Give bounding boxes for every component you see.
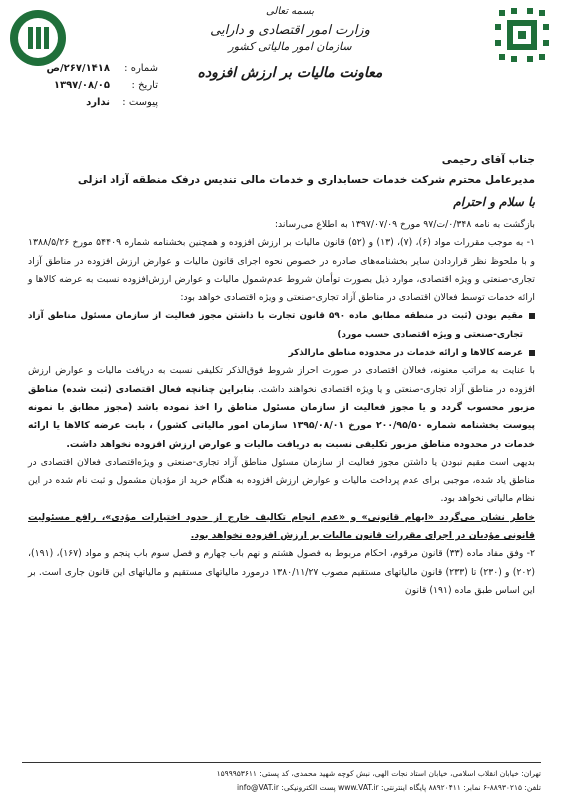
recipient-name: جناب آقای رحیمی [441, 154, 535, 166]
number-value: ۲۶۷/۱۴۱۸/ص [46, 63, 110, 74]
condition-residency: مقیم بودن (ثبت در منطقه مطابق ماده ۵۹۰ قانون تجارت با داشتن مجوز فعالیت از سازمان مسئول مناطق آزاد تجاری-صنعتی و ویژه اقتصادی حسب مورد) [28, 307, 535, 344]
reference-paragraph: بازگشت به نامه ۰/۳۴۸/ت/۹۷ مورخ ۱۳۹۷/۰۷/۰۹ به اطلاع می‌رساند: [274, 219, 535, 230]
date-value: ۱۳۹۷/۰۸/۰۵ [53, 80, 110, 91]
letter-meta [28, 60, 158, 111]
exception-paragraph: بدیهی است مقیم نبودن یا داشتن مجوز فعالیت از سازمان مسئول مناطق آزاد تجاری-صنعتی و ویژه‌اقتصادی فعالان اقتصادی در مناطق یاد شده، موجبی برای عدم پرداخت مالیات و عوارض ارزش افزوده به هنگام خرید از مؤدیان مشمول و ثبت نام شده در این نظام مالیاتی نخواهد بود. [28, 456, 535, 505]
ministry-logo-icon [10, 10, 66, 66]
clause-2-paragraph: ۲- وفق مفاد ماده (۳۳) قانون مرقوم، احکام مربوط به فصول هشتم و نهم باب چهارم و فصل سوم باب پنجم و مواد (۱۶۷)، (۱۹۱)، (۲۰۲) و (۲۳۰) تا (۲۳۳) قانون مالیاتهای مستقیم مصوب ۱۳۸۰/۱۱/۲۷ درمورد مالیاتهای مستقیم و مالیاتهای این قانون جاری است. بر این اساس طبق ماده (۱۹۱) قانون [28, 548, 535, 596]
deputy-name: معاونت مالیات بر ارزش افزوده [197, 65, 383, 81]
recipient-block [28, 150, 535, 190]
conclusion-text: با عنایت به مراتب معنونه، فعالان اقتصادی در صورت احراز شروط فوق‌الذکر تکلیفی نسبت به دریافت مالیات و عوارض ارزش افزوده در مناطق آزاد تجاری-صنعتی و یا ویژه اقتصادی نخواهند داشت. [28, 365, 535, 395]
organization-name: سازمان امور مالیاتی کشور [228, 40, 352, 53]
letterhead [170, 6, 410, 81]
date-label: تاریخ : [131, 80, 158, 91]
footer-address: تهران: خیابان انقلاب اسلامی، خیابان استاد نجات الهی، نبش کوچه شهید محمدی، کد پستی: ۱۵۹۹۹۵۳۶۱۱ [216, 769, 541, 778]
letter-body [28, 216, 535, 600]
conclusion-paragraph [28, 362, 535, 453]
letter-footer [22, 762, 541, 795]
basmala: بسمه تعالی [265, 6, 315, 17]
recipient-title: مدیرعامل محترم شرکت خدمات حسابداری و خدمات مالی تندیس درفک منطقه آزاد انزلی [77, 174, 535, 186]
clause-1-paragraph: ۱- به موجب مقررات مواد (۶)، (۷)، (۱۳) و (۵۲) قانون مالیات بر ارزش افزوده و همچنین بخشنامه شماره ۵۴۴۰۹ مورخ ۱۳۸۸/۵/۲۶ و با ملحوظ نظر قراردادن سایر بخشنامه‌های صادره در خصوص نحوه اجرای قانون مالیات و عوارض ارزش افزوده در مناطق آزاد تجاری-صنعتی و ویژه اقتصادی، موارد ذیل بصورت توأمان شروط عدم‌شمول مالیات و عوارض ارزش‌افزوده نسبت به عرضه کالاها و ارائه خدمات توسط فعالان اقتصادی در مناطق آزاد تجاری-صنعتی و ویژه اقتصادی خواهد بود: [28, 237, 536, 304]
attachment-value: ندارد [86, 97, 110, 108]
condition-supply-in-zone: عرضه کالاها و ارائه خدمات در محدوده مناطق مارالذکر [28, 344, 535, 362]
ministry-name: وزارت امور اقتصادی و دارایی [210, 23, 370, 38]
tax-organization-logo-icon [493, 6, 551, 64]
attachment-label: پیوست : [122, 97, 158, 108]
greeting: با سلام و احترام [453, 195, 535, 209]
conclusion-bold-text: بنابراین چنانچه فعال اقتصادی (ثبت شده) مناطق مزبور محسوب گردد و یا مجوز فعالیت از سازمان مسئول مناطق را اخذ نموده باشد (مجوز مطابق با نمونه پیوست بخشنامه شماره ۲۰۰/۹۵/۵۰ مورخ ۱۳۹۵/۰۸/۰۱ سازمان امور مالیاتی کشور) ، بابت عرضه کالاها یا ارائه خدمات در محدوده مناطق مزبور تکلیفی نسبت به دریافت مالیات و عوارض ارزش افزوده نخواهد داشت. [28, 383, 535, 450]
footer-contact: تلفن: ۸۸۹۳۰۲۱۵-۶ نمابر: ۸۸۹۲۰۴۱۱ پایگاه اینترنتی: www.VAT.ir پست الکترونیکی: info@VAT.ir [236, 783, 541, 792]
number-label: شماره : [124, 63, 158, 74]
notice-paragraph: خاطر نشان می‌گردد «ابهام قانونی» و «عدم انجام تکالیف خارج از حدود اختیارات مؤدی»، رافع مسئولیت قانونی مؤدیان در اجرای مقررات قانون مالیات بر ارزش افزوده نخواهد بود. [28, 511, 535, 542]
